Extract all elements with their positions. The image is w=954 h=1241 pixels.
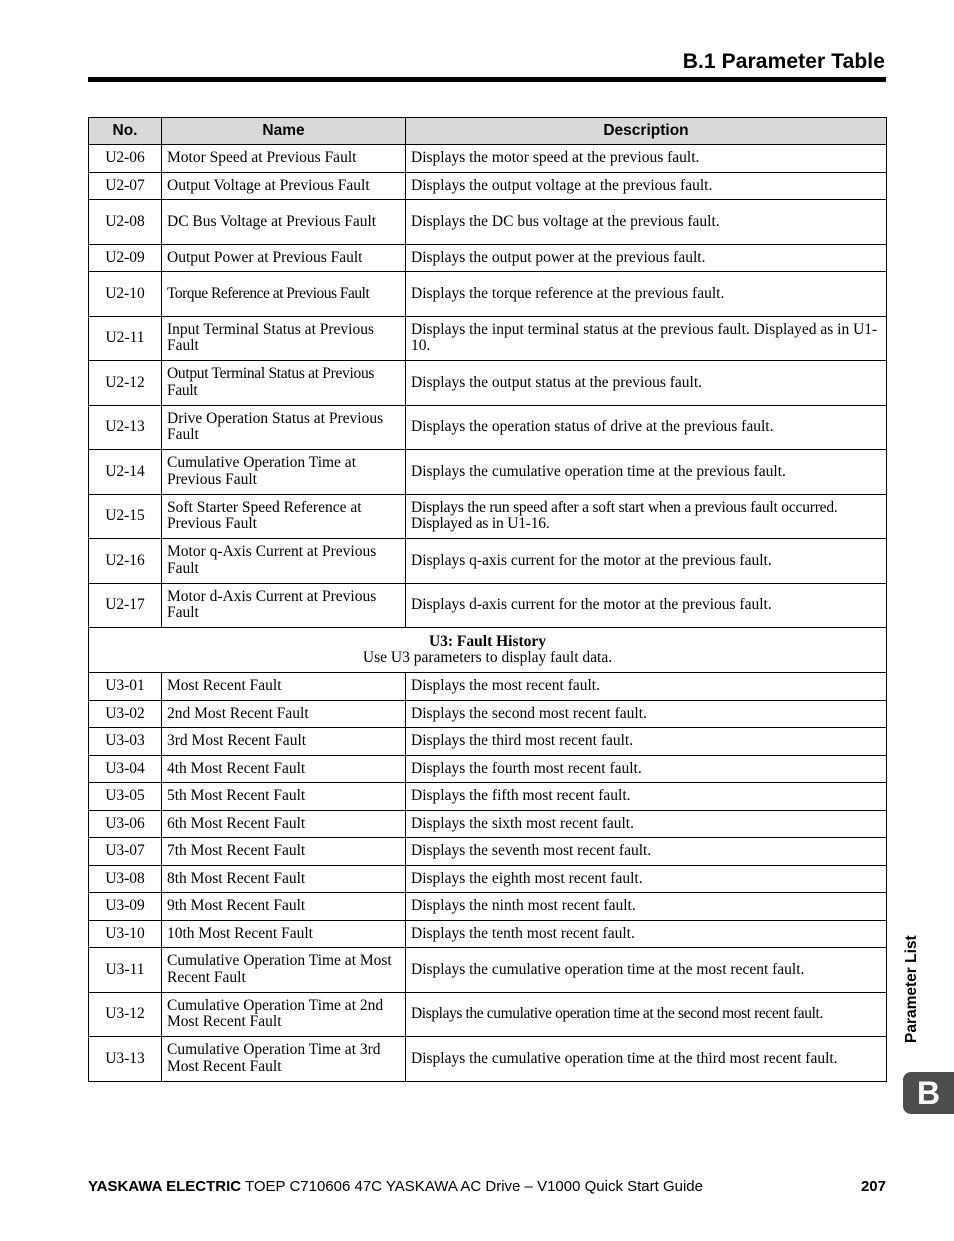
- param-description: Displays the torque reference at the previous fault.: [406, 272, 887, 317]
- table-row: [89, 700, 887, 728]
- param-description: Displays the output voltage at the previous fault.: [406, 172, 887, 200]
- footer-document-title: TOEP C710606 47C YASKAWA AC Drive – V1000 Quick Start Guide: [241, 1178, 703, 1195]
- appendix-tab: B: [903, 1072, 954, 1114]
- table-row: [89, 405, 887, 450]
- param-name: Motor Speed at Previous Fault: [162, 145, 406, 173]
- title-rule: [88, 77, 886, 82]
- table-row: [89, 673, 887, 701]
- param-description: Displays the most recent fault.: [406, 673, 887, 701]
- table-row: [89, 244, 887, 272]
- table-row: [89, 583, 887, 628]
- param-no: U3-01: [89, 673, 162, 701]
- param-name: Torque Reference at Previous Fault: [162, 272, 406, 317]
- param-name: 5th Most Recent Fault: [162, 783, 406, 811]
- table-row: [89, 494, 887, 539]
- param-description: Displays the sixth most recent fault.: [406, 810, 887, 838]
- param-no: U2-07: [89, 172, 162, 200]
- param-no: U2-11: [89, 316, 162, 361]
- param-no: U2-13: [89, 405, 162, 450]
- param-description: Displays the operation status of drive at the previous fault.: [406, 405, 887, 450]
- table-row: [89, 838, 887, 866]
- param-name: Cumulative Operation Time at Previous Fault: [162, 450, 406, 495]
- table-row: [89, 539, 887, 584]
- param-no: U3-04: [89, 755, 162, 783]
- param-no: U3-10: [89, 920, 162, 948]
- table-row: [89, 728, 887, 756]
- param-description: Displays the seventh most recent fault.: [406, 838, 887, 866]
- param-description: Displays the output status at the previous fault.: [406, 361, 887, 406]
- param-name: 10th Most Recent Fault: [162, 920, 406, 948]
- param-name: Output Power at Previous Fault: [162, 244, 406, 272]
- param-no: U2-12: [89, 361, 162, 406]
- param-description: Displays q-axis current for the motor at the previous fault.: [406, 539, 887, 584]
- param-description: Displays the cumulative operation time at the previous fault.: [406, 450, 887, 495]
- param-no: U3-09: [89, 893, 162, 921]
- param-name: Soft Starter Speed Reference at Previous Fault: [162, 494, 406, 539]
- param-description: Displays the tenth most recent fault.: [406, 920, 887, 948]
- param-no: U3-02: [89, 700, 162, 728]
- param-name: 8th Most Recent Fault: [162, 865, 406, 893]
- table-row: [89, 145, 887, 173]
- param-description: Displays the eighth most recent fault.: [406, 865, 887, 893]
- param-name: Input Terminal Status at Previous Fault: [162, 316, 406, 361]
- param-no: U3-12: [89, 992, 162, 1037]
- param-no: U3-13: [89, 1037, 162, 1082]
- section-title: U3: Fault History: [428, 632, 547, 650]
- param-name: Drive Operation Status at Previous Fault: [162, 405, 406, 450]
- table-row: [89, 920, 887, 948]
- param-no: U3-03: [89, 728, 162, 756]
- param-no: U3-11: [89, 948, 162, 993]
- table-row: [89, 1037, 887, 1082]
- param-name: Output Terminal Status at Previous Fault: [162, 361, 406, 406]
- table-row: [89, 810, 887, 838]
- table-row: [89, 992, 887, 1037]
- param-name: Cumulative Operation Time at 2nd Most Recent Fault: [162, 992, 406, 1037]
- param-no: U2-15: [89, 494, 162, 539]
- param-description: Displays the cumulative operation time at the most recent fault.: [406, 948, 887, 993]
- param-no: U2-10: [89, 272, 162, 317]
- param-no: U2-16: [89, 539, 162, 584]
- param-name: Motor d-Axis Current at Previous Fault: [162, 583, 406, 628]
- parameter-table: [88, 117, 887, 1082]
- table-row: [89, 450, 887, 495]
- side-tab-label: Parameter List: [903, 935, 920, 1043]
- param-name: 2nd Most Recent Fault: [162, 700, 406, 728]
- param-description: Displays the run speed after a soft start when a previous fault occurred. Displayed as in U1-16.: [406, 494, 887, 539]
- param-no: U3-07: [89, 838, 162, 866]
- param-description: Displays the cumulative operation time at the second most recent fault.: [406, 992, 887, 1037]
- param-description: Displays the motor speed at the previous fault.: [406, 145, 887, 173]
- param-name: DC Bus Voltage at Previous Fault: [162, 200, 406, 245]
- param-no: U3-06: [89, 810, 162, 838]
- table-row: [89, 200, 887, 245]
- table-row: [89, 893, 887, 921]
- table-row: [89, 361, 887, 406]
- table-row: [89, 783, 887, 811]
- param-description: Displays the third most recent fault.: [406, 728, 887, 756]
- param-name: 7th Most Recent Fault: [162, 838, 406, 866]
- table-row: [89, 172, 887, 200]
- column-header-description: Description: [406, 118, 887, 145]
- param-no: U3-08: [89, 865, 162, 893]
- param-name: Most Recent Fault: [162, 673, 406, 701]
- param-description: Displays the fifth most recent fault.: [406, 783, 887, 811]
- param-name: 4th Most Recent Fault: [162, 755, 406, 783]
- param-name: 3rd Most Recent Fault: [162, 728, 406, 756]
- table-row: [89, 316, 887, 361]
- param-no: U2-17: [89, 583, 162, 628]
- param-description: Displays the cumulative operation time at the third most recent fault.: [406, 1037, 887, 1082]
- table-row: [89, 865, 887, 893]
- param-no: U2-09: [89, 244, 162, 272]
- param-no: U2-08: [89, 200, 162, 245]
- table-row: [89, 948, 887, 993]
- param-description: Displays the fourth most recent fault.: [406, 755, 887, 783]
- section-cell: [89, 628, 887, 673]
- param-no: U2-14: [89, 450, 162, 495]
- param-name: 6th Most Recent Fault: [162, 810, 406, 838]
- param-no: U3-05: [89, 783, 162, 811]
- param-name: Cumulative Operation Time at 3rd Most Recent Fault: [162, 1037, 406, 1082]
- param-description: Displays the second most recent fault.: [406, 700, 887, 728]
- section-row-u3: [89, 628, 887, 673]
- param-description: Displays the DC bus voltage at the previous fault.: [406, 200, 887, 245]
- page-footer: [88, 1178, 886, 1195]
- page-section-title: B.1 Parameter Table: [682, 50, 885, 73]
- table-row: [89, 272, 887, 317]
- param-description: Displays d-axis current for the motor at the previous fault.: [406, 583, 887, 628]
- table-row: [89, 755, 887, 783]
- page-number: 207: [860, 1178, 886, 1195]
- column-header-no: No.: [89, 118, 162, 145]
- param-name: 9th Most Recent Fault: [162, 893, 406, 921]
- column-header-name: Name: [162, 118, 406, 145]
- param-description: Displays the output power at the previous fault.: [406, 244, 887, 272]
- param-name: Motor q-Axis Current at Previous Fault: [162, 539, 406, 584]
- param-name: Cumulative Operation Time at Most Recent Fault: [162, 948, 406, 993]
- param-name: Output Voltage at Previous Fault: [162, 172, 406, 200]
- table-header-row: [89, 118, 887, 145]
- footer-brand: YASKAWA ELECTRIC: [88, 1178, 242, 1195]
- param-description: Displays the input terminal status at the previous fault. Displayed as in U1-10.: [406, 316, 887, 361]
- param-description: Displays the ninth most recent fault.: [406, 893, 887, 921]
- param-no: U2-06: [89, 145, 162, 173]
- section-note: Use U3 parameters to display fault data.: [362, 649, 613, 666]
